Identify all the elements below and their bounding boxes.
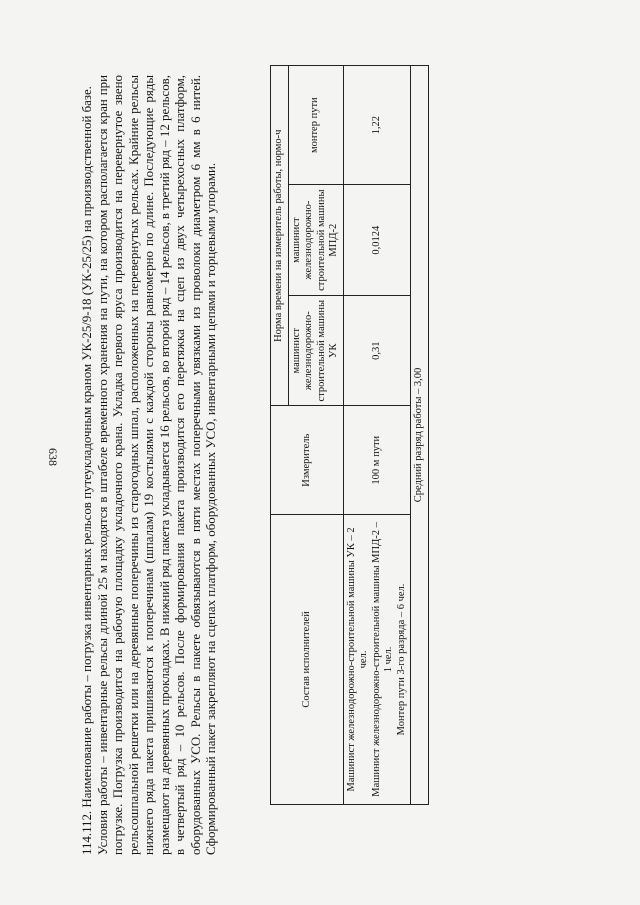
- document-body: [80, 75, 220, 855]
- page-number: 638: [46, 448, 60, 466]
- mpd-norm-value: 0,0124: [343, 185, 411, 296]
- header-meter: Измеритель: [271, 406, 344, 514]
- time-norm-table: [270, 65, 429, 805]
- header-uk-operator: машинист железнодорожно-строительной машины УК: [288, 295, 343, 406]
- crew-composition-cell: [343, 514, 411, 804]
- header-composition: Состав исполнителей: [271, 514, 344, 804]
- crew-fitter: Монтер пути 3-го разряда – 6 чел.: [395, 583, 407, 736]
- header-mpd-operator: машинист железнодорожно-строительной машины МПД-2: [288, 185, 343, 296]
- meter-value: 100 м пути: [343, 406, 411, 514]
- average-grade: Средний разряд работы – 3,00: [411, 66, 429, 805]
- table-footer-row: [411, 66, 429, 805]
- table-header-row: [271, 66, 289, 805]
- rotated-page-content: [80, 75, 460, 855]
- header-norm: Норма времени на измеритель работы, нормо-ч: [271, 66, 289, 407]
- section-heading: 114.112. Наименование работы – погрузка инвентарных рельсов путеукладочным краном УК-25/9-18 (УК-25/25) на производственной базе.: [80, 86, 94, 855]
- crew-mpd: Машинист железнодорожно-строительной машины МПД-2 – 1 чел.: [370, 522, 394, 797]
- work-conditions-paragraph: Условия работы – инвентарные рельсы длиной 25 м находятся в штабеле временного хранения на пути, на котором располагается кран при погрузке. Погрузка производится на рабочую площадку укладочного крана. Укладка первого яруса производится на перевернутое звено рельсошпальной решетки или на деревянные поперечины из старогодных шпал, расположенных на перевернутых рельсах. Крайние рельсы нижнего ряда пакета пришиваются к поперечинам (шпалам) 19 костылями с каждой стороны равномерно по длине. Последующие ряды размещают на деревянных прокладках. В нижний ряд пакета укладывается 16 рельсов, во второй ряд – 14 рельсов, в третий ряд – 12 рельсов, в четвертый ряд – 10 рельсов. После формирования пакета производится его перетяжка на сцеп из двух четырехосных платформ, оборудованных УСО. Рельсы в пакете обвязываются в пяти местах поперечными увязками из проволоки диаметром 6 мм в 6 нитей. Сформированный пакет закрепляют на сцепах платформ, оборудованных УСО, инвентарными цепями и торцевыми упорами.: [95, 75, 218, 855]
- uk-norm-value: 0,31: [343, 295, 411, 406]
- fitter-norm-value: 1,22: [343, 66, 411, 185]
- header-track-fitter: монтер пути: [288, 66, 343, 185]
- crew-uk: Машинист железнодорожно-строительной машины УК – 2 чел.: [345, 527, 369, 792]
